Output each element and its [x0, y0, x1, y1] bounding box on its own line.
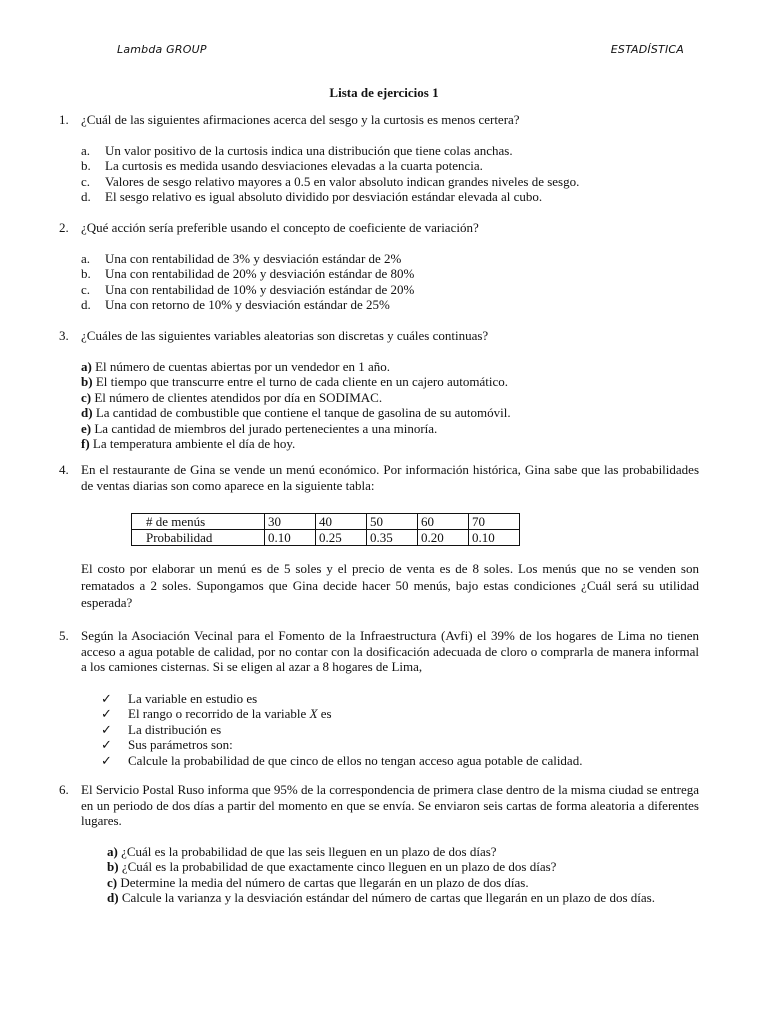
- item-text: El tiempo que transcurre entre el turno de cada cliente en un cajero automático.: [92, 374, 509, 389]
- list-item: [81, 722, 699, 738]
- question-3: [59, 328, 699, 452]
- item-letter: c): [81, 389, 92, 405]
- question-number: 5.: [59, 628, 69, 643]
- list-item: [81, 158, 699, 174]
- item-text: La cantidad de combustible que contiene el tanque de gasolina de su automóvil.: [92, 405, 511, 420]
- question-number: 3.: [59, 328, 69, 343]
- item-letter: b): [107, 859, 119, 874]
- item-letter: f): [81, 436, 90, 451]
- check-text: El rango o recorrido de la variable: [128, 706, 310, 721]
- list-item: [81, 251, 699, 267]
- item-text: ¿Cuál es la probabilidad de que exactamente cinco lleguen en un plazo de dos días?: [118, 859, 557, 874]
- list-item: [107, 890, 699, 906]
- option-list: [81, 143, 699, 205]
- option-letter: a.: [81, 250, 91, 266]
- item-list: [107, 844, 699, 906]
- item-text: El número de clientes atendidos por día en SODIMAC.: [91, 389, 383, 405]
- item-letter: d): [107, 890, 119, 905]
- checkmark-icon: ✓: [101, 690, 112, 706]
- table-cell: 60: [418, 514, 469, 530]
- header-subject: ESTADÍSTICA: [610, 43, 684, 56]
- table-cell: 0.25: [316, 530, 367, 546]
- question-number: 6.: [59, 782, 69, 797]
- list-item: [81, 143, 699, 159]
- list-item: [81, 436, 699, 452]
- question-text: Según la Asociación Vecinal para el Fomento de la Infraestructura (Avfi) el 39% de los hogares de Lima no tienen acceso a agua potable de calidad, por no contar con la dosificación adecuada de cloro o comprarla de manera informal a los camiones cisternas. Si se eligen al azar a 8 hogares de Lima,: [81, 628, 699, 674]
- list-item: [81, 189, 699, 205]
- table-cell: 0.35: [367, 530, 418, 546]
- item-letter: d): [81, 405, 93, 420]
- option-text: La curtosis es medida usando desviaciones elevadas a la cuarta potencia.: [105, 158, 483, 173]
- table-row-label: # de menús: [132, 514, 265, 530]
- question-6: [59, 782, 699, 906]
- item-letter: b): [81, 374, 93, 389]
- question-text: El Servicio Postal Ruso informa que 95% de la correspondencia de primera clase dentro de la misma ciudad se entrega en un periodo de dos días a partir del momento en que se envía. Se enviaron seis cartas de forma aleatoria a diferentes lugares.: [81, 782, 699, 828]
- option-list: [81, 251, 699, 313]
- table-row-label: Probabilidad: [132, 530, 265, 546]
- check-text: Sus parámetros son:: [128, 737, 233, 752]
- probability-table: [131, 513, 520, 546]
- check-text-end: es: [317, 706, 332, 721]
- option-letter: d.: [81, 189, 91, 204]
- question-4: [59, 462, 699, 611]
- table-cell: 50: [367, 514, 418, 530]
- item-text: La cantidad de miembros del jurado pertenecientes a una minoría.: [91, 420, 438, 436]
- question-followup: El costo por elaborar un menú es de 5 soles y el precio de venta es de 8 soles. Los menús que no se venden son rematados a 2 soles. Supongamos que Gina decide hacer 50 menús, bajo estas condiciones ¿Cuál será su utilidad esperada?: [81, 561, 699, 610]
- item-letter: c): [107, 874, 118, 890]
- variable-symbol: X: [309, 706, 318, 721]
- list-item: [81, 706, 699, 722]
- option-letter: b.: [81, 266, 91, 281]
- list-item: [81, 405, 699, 421]
- option-letter: c.: [81, 173, 91, 189]
- checkmark-icon: ✓: [101, 721, 112, 737]
- list-item: [81, 753, 699, 769]
- list-item: [81, 421, 699, 437]
- item-letter: e): [81, 420, 92, 436]
- question-text: ¿Qué acción sería preferible usando el concepto de coeficiente de variación?: [81, 220, 479, 235]
- check-text: La distribución es: [128, 721, 222, 737]
- item-text: Determine la media del número de cartas que llegarán en un plazo de dos días.: [117, 874, 529, 890]
- list-item: [81, 374, 699, 390]
- question-number: 4.: [59, 462, 69, 477]
- option-letter: b.: [81, 158, 91, 173]
- check-text: La variable en estudio es: [128, 690, 258, 706]
- item-text: La temperatura ambiente el día de hoy.: [89, 436, 296, 451]
- table-cell: 0.10: [469, 530, 520, 546]
- option-text: El sesgo relativo es igual absoluto dividido por desviación estándar elevada al cubo.: [105, 189, 543, 204]
- question-number: 2.: [59, 220, 69, 235]
- question-text: ¿Cuáles de las siguientes variables aleatorias son discretas y cuáles continuas?: [81, 328, 489, 343]
- option-text: Una con rentabilidad de 3% y desviación estándar de 2%: [105, 250, 402, 266]
- list-item: [107, 875, 699, 891]
- list-item: [107, 859, 699, 875]
- question-number: 1.: [59, 112, 69, 127]
- checkmark-icon: ✓: [101, 737, 112, 752]
- question-1: [59, 112, 699, 205]
- question-5: [59, 628, 699, 768]
- list-item: [81, 691, 699, 707]
- checklist: [81, 691, 699, 769]
- table-row: [132, 530, 520, 546]
- option-text: Una con rentabilidad de 10% y desviación estándar de 20%: [105, 281, 415, 297]
- table-cell: 30: [265, 514, 316, 530]
- option-letter: d.: [81, 297, 91, 312]
- checkmark-icon: ✓: [101, 706, 112, 721]
- option-letter: a.: [81, 142, 91, 158]
- list-item: [81, 737, 699, 753]
- option-text: Una con retorno de 10% y desviación estándar de 25%: [105, 297, 390, 312]
- list-item: [81, 390, 699, 406]
- list-item: [81, 282, 699, 298]
- option-letter: c.: [81, 281, 91, 297]
- checkmark-icon: ✓: [101, 752, 112, 768]
- item-letter: a): [107, 843, 118, 859]
- option-text: Una con rentabilidad de 20% y desviación estándar de 80%: [105, 266, 415, 281]
- item-text: ¿Cuál es la probabilidad de que las seis lleguen en un plazo de dos días?: [117, 843, 497, 859]
- list-item: [81, 266, 699, 282]
- item-text: Calcule la varianza y la desviación estándar del número de cartas que llegarán en un plazo de dos días.: [118, 890, 655, 905]
- table-cell: 70: [469, 514, 520, 530]
- item-list: [81, 359, 699, 452]
- table-row: [132, 514, 520, 530]
- list-item: [81, 359, 699, 375]
- header-brand: Lambda GROUP: [117, 43, 207, 56]
- list-item: [81, 297, 699, 313]
- option-text: Un valor positivo de la curtosis indica una distribución que tiene colas anchas.: [105, 142, 513, 158]
- question-text: En el restaurante de Gina se vende un menú económico. Por información histórica, Gina sabe que las probabilidades de ventas diarias son como aparece en la siguiente tabla:: [81, 462, 699, 493]
- table-cell: 0.10: [265, 530, 316, 546]
- check-text: Calcule la probabilidad de que cinco de ellos no tengan acceso agua potable de calidad.: [128, 752, 583, 768]
- item-letter: a): [81, 358, 92, 374]
- item-text: El número de cuentas abiertas por un vendedor en 1 año.: [91, 358, 391, 374]
- table-cell: 0.20: [418, 530, 469, 546]
- table-cell: 40: [316, 514, 367, 530]
- list-item: [81, 174, 699, 190]
- question-text: ¿Cuál de las siguientes afirmaciones acerca del sesgo y la curtosis es menos certera?: [81, 112, 520, 127]
- list-item: [107, 844, 699, 860]
- question-2: [59, 220, 699, 313]
- option-text: Valores de sesgo relativo mayores a 0.5 en valor absoluto indican grandes niveles de sesgo.: [105, 173, 580, 189]
- page-title: Lista de ejercicios 1: [329, 85, 439, 100]
